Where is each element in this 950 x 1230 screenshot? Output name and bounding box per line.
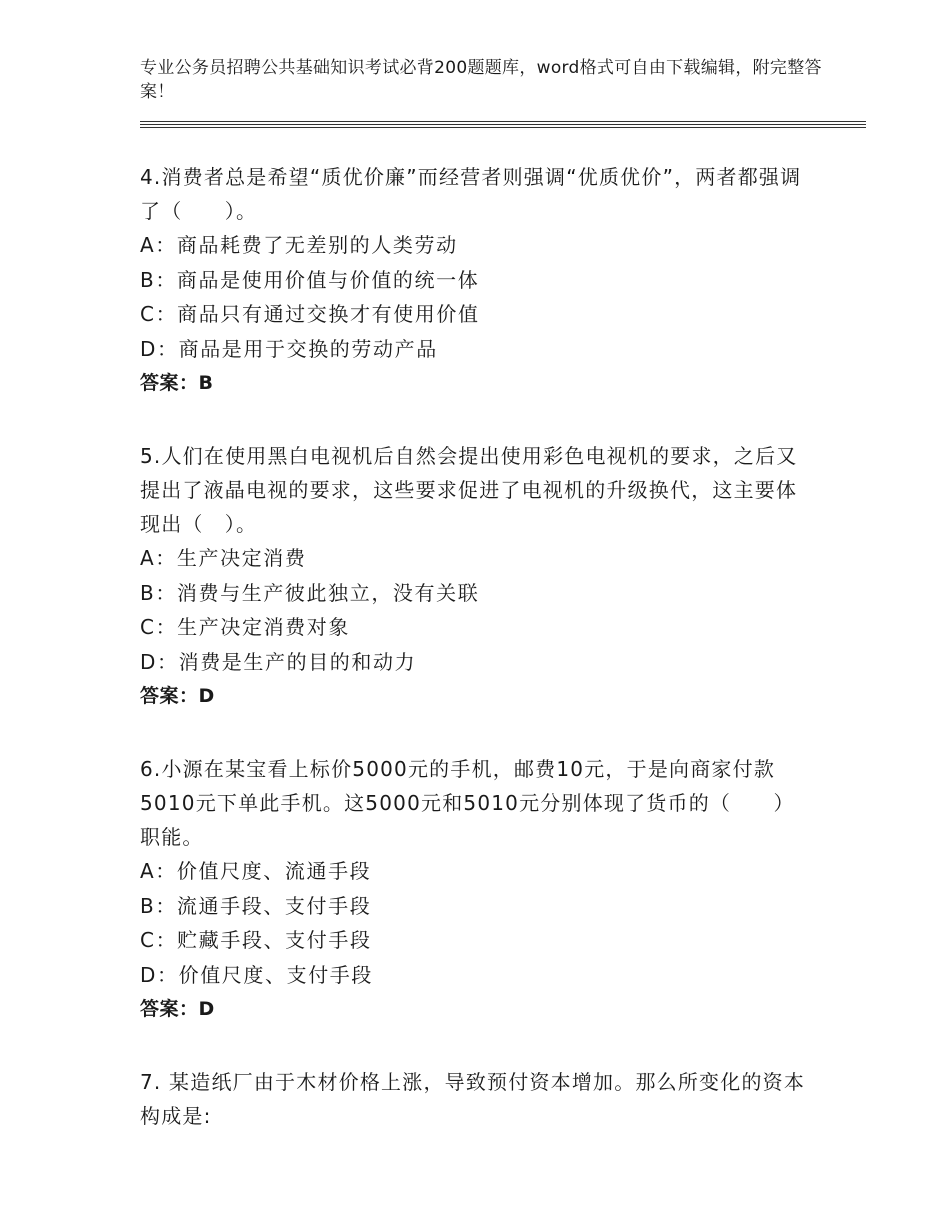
question-5 [140,439,810,713]
answer-label: 答案：D [140,685,215,707]
document-header: 专业公务员招聘公共基础知识考试必背200题题库，word格式可自由下载编辑，附完整答案！ [140,58,822,102]
option-c: C：生产决定消费对象 [140,615,350,639]
option-c: C：商品只有通过交换才有使用价值 [140,302,480,326]
question-6 [140,752,810,1026]
header-rule-middle [140,124,866,125]
option-a: A：生产决定消费 [140,546,307,570]
answer-label: 答案：B [140,372,214,394]
question-stem: 7. 某造纸厂由于木材价格上涨，导致预付资本增加。那么所变化的资本构成是: [140,1070,806,1128]
option-d: D：商品是用于交换的劳动产品 [140,336,438,361]
answer-label: 答案：D [140,998,215,1020]
option-d: D：价值尺度、支付手段 [140,962,374,987]
option-a: A：商品耗费了无差别的人类劳动 [140,233,458,257]
question-stem: 5.人们在使用黑白电视机后自然会提出使用彩色电视机的要求，之后又提出了液晶电视的要求，这些要求促进了电视机的升级换代，这主要体现出（ ）。 [140,444,798,536]
question-list [140,160,810,1172]
option-b: B：商品是使用价值与价值的统一体 [140,267,480,292]
question-4 [140,160,810,400]
question-stem: 6.小源在某宝看上标价5000元的手机，邮费10元，于是向商家付款5010元下单此手机。这5000元和5010元分别体现了货币的（ ）职能。 [140,757,795,849]
question-stem: 4.消费者总是希望“质优价廉”而经营者则强调“优质优价”，两者都强调了（ ）。 [140,165,802,223]
option-b: B：流通手段、支付手段 [140,893,372,918]
option-c: C：贮藏手段、支付手段 [140,928,372,952]
option-b: B：消费与生产彼此独立，没有关联 [140,580,480,605]
question-7 [140,1065,810,1133]
option-d: D：消费是生产的目的和动力 [140,649,417,674]
header-rule-top [140,121,866,122]
option-a: A：价值尺度、流通手段 [140,859,372,883]
header-rule-bottom [140,127,866,128]
